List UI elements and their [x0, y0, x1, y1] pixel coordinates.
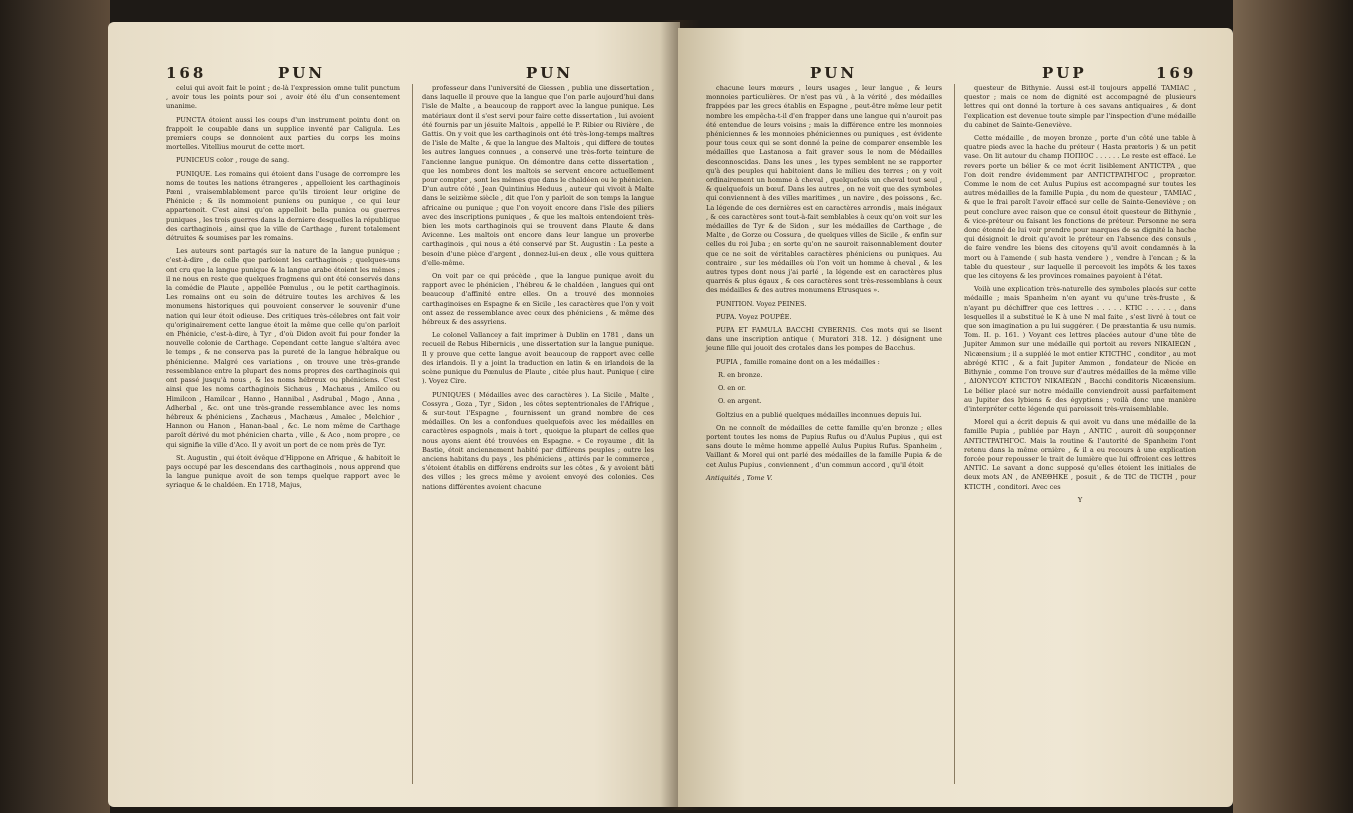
running-head-left-col2: PUN — [526, 64, 574, 82]
book-edge-right — [1233, 0, 1353, 813]
paragraph: St. Augustin , qui étoit évêque d'Hippone en Afrique , & habitoit le pays occupé par les descendans des carthaginois , nous apprend que la langue punique avoit de son temps quelque rapport avec le syriaque & le chaldéen. En 1718, Majus, — [166, 453, 400, 490]
page-number-left: 168 — [166, 64, 207, 82]
right-page-column-2 — [964, 84, 1196, 509]
entry-heading: PUNITION. Voyez PEINES. — [716, 299, 807, 308]
paragraph: Cette médaille , de moyen bronze , porte d'un côté une table à quatre pieds avec la hache du préteur ( Hasta prætoris ) & un petit vase. On lit autour du champ ΠΟΠΙΟC . . . . . . Le reste est effacé. Le revers porte un bélier & ce mot écrit lisiblement ANTICTPA , que l'on doit rendre évidemment par ANTICTPATHΓOC , proprætor. Comme le nom de cet Aulus Pupius est accompagné sur toutes les autres médailles de la famille Pupia , du nom de questeur , TAMIAC , & que le frai paroît l'avoir effacé sur celle de Sainte-Geneviève ; on peut conclure avec raison que ce consul étoit questeur de Bithynie , & vice-préteur ou faisant les fonctions de préteur. Personne ne sera donc étonné de lui voir prendre pour marques de sa dignité la hache qui désignoit le droit qu'avoit le préteur en l'absence des consuls , de faire vendre les biens des citoyens qu'il avoit condamnés à la mort ou à l'amende ( sub hasta vendere ) , vendre à l'encan ; & la table du questeur , sur laquelle il percevoit les impôts & les taxes que les citoyens & les provinces romaines payoient à l'état. — [964, 134, 1196, 281]
paragraph: chacune leurs mœurs , leurs usages , leur langue , & leurs monnoies particulières. Or n'est pas vû , à la vérité , des médailles frappées par les grecs établis en Espagne , peut-être même leur petit nombre les empêcha-t-il d'en frapper dans une langue qui n'auroit pas été entendue de leurs voisins ; mais la différence entre les monnoies phéniciennes & les monnoies phéniciennes ou puniques , est évidente pour tous ceux qui se sont donné la peine de comparer ensemble les médailles que Lastanosa a fait graver sous le nom de Médailles desconnoscidas. Dans les unes , les types semblent ne se rapporter qu'à des peuples qui habitoient dans le milieu des terres ; on y voit ordinairement un homme à cheval , quelquefois un cheval tout seul , & quelquefois un bœuf. Dans les autres , on ne voit que des symboles qui conviennent à des villes maritimes , un navire , des poissons , &c. La légende de ces dernières est en caractères arrondis , mais inégaux , & ces caractères sont tout-à-fait semblables à ceux qu'on voit sur les médailles de Tyr & de Sidon , sur les médailles de Carthage , de Malte , de Gorze ou Cossura , de quelques villes de Sicile , & enfin sur celles du roi Juba ; en sorte qu'on ne sauroit raisonnablement douter que ce ne soit de véritables caractères phéniciens ou puniques. Au contraire , sur les médailles où l'on voit un homme à cheval , & les autres types dont nous j'ai parlé , la légende est en caractères plus quarrés & plus égaux , & ces caractères sont très-ressemblans à ceux des médailles & des autres monumens Etrusques ». — [706, 84, 942, 295]
paragraph: PUNCTA étoient aussi les coups d'un instrument pointu dont on frappoit le coupable dans un supplice inventé par Caligula. Les premiers coups se donnoient aux parties du corps les moins mortelles. Vitellius mourut de cette mort. — [166, 115, 400, 152]
entry-heading: PUPA. Voyez POUPÉE. — [716, 312, 792, 321]
running-head-left-col1: PUN — [278, 64, 326, 82]
right-page — [678, 28, 1233, 807]
paragraph: PUNIQUE. Les romains qui étoient dans l'usage de corrompre les noms de toutes les nations étrangeres , appelloient les carthaginois Pæni , vraisemblablement parce qu'ils tiroient leur origine de Phénicie ; & ils nommoient puniens ou punique , ce qui leur appartenoit. C'est ainsi qu'on appelloit bella punica ou guerres puniques , les trois guerres dans la derniere desquelles la république des carthaginois , ainsi que la ville de Carthage , furent totalement détruites & soumises par les romains. — [166, 169, 400, 243]
paragraph: Voilà une explication très-naturelle des symboles placés sur cette médaille ; mais Spanheim n'en ayant vu qu'une très-fruste , & n'ayant pu déchiffrer que ces lettres . . . . . KTIC . . . . . , dans lesquelles il a substitué le K à une N mal faite , s'est livré à tout ce que son imagination a pu lui suggérer. ( De præstantia & usu numis. Tom. II. p. 161. ) Voyant ces lettres placées autour d'une tête de Jupiter Ammon sur une médaille qui portoit au revers NIKAIEΩN , Nicæensium ; il a suppléé le mot entier ΚΤΙCΤΗC , conditor , au mot abrégé KTIC , & a fait Jupiter Ammon , fondateur de Nicée en Bithynie , comme l'on trouve sur d'autres médailles de la même ville , ΔΙΟΝΥCΟΥ ΚΤΙCΤΟΥ ΝΙΚΑΙΕΩΝ , Bacchi conditoris Nicæensium. Le bélier placé sur notre médaille conviendroit aussi parfaitement au Jupiter des lybiens & des égyptiens ; voilà donc une manière d'interpréter cette légende qui paroissoit très-vraisemblable. — [964, 285, 1196, 413]
paragraph: On ne connoît de médailles de cette famille qu'en bronze ; elles portent toutes les noms de Pupius Rufus ou d'Aulus Pupius , qui est sans doute le même homme appellé Aulus Pupius Rufus. Spanheim , Vaillant & Morel qui ont parlé des médailles de la famille Pupia & de cet Aulus Pupius , conviennent , d'un commun accord , qu'il étoit — [706, 423, 942, 469]
column-divider — [412, 84, 413, 784]
signature-mark: Y — [1077, 495, 1083, 504]
page-footer: Antiquités , Tome V. — [706, 473, 773, 482]
paragraph: Les auteurs sont partagés sur la nature de la langue punique ; c'est-à-dire , de celle que parloient les carthaginois ; quelques-uns ont cru que la langue punique & la langue arabe étoient les mêmes ; il ne nous en reste que quelques fragmens qui ont été conservés dans la comédie de Plaute , appellée Pœnulus , ou le petit carthaginois. Les romains ont eu soin de détruire toutes les archives & les monumens historiques qui pouvoient conserver le souvenir d'une nation qui leur étoit odieuse. Des critiques très-célebres ont fait voir qu'originairement cette langue étoit la même que celle qu'on parloit en Phénicie, c'est-à-dire, à Tyr , d'où Didon avoit fui pour fonder la nouvelle colonie de Carthage. Cependant cette langue s'altéra avec le temps , & ne conserva pas la pureté de la langue hébraïque ou phénicienne. Malgré ces variations , on trouve une très-grande ressemblance entre la plupart des noms propres des carthaginois qui ont passé jusqu'à nous , & les noms hébreux ou phéniciens. C'est ainsi que les noms carthaginois Sichæus , Machæus , Amilco ou Himilcon , Hamilcar , Hanno , Hannibal , Asdrubal , Mago , Anna , Adherbal , &c. ont une très-grande ressemblance avec les noms hébreux & phéniciens , Zachæus , Machæus , Amalec , Melchior , Hannon ou Hanon , Hanan-baal , &c. Le nom même de Carthage paroît dérivé du mot phénicien charta , ville , & Aco , nom propre , ce qui signifie la ville d'Aco. Il y avoit un port de ce nom près de Tyr. — [166, 247, 400, 449]
paragraph: PUPIA , famille romaine dont on a les médailles : — [716, 357, 880, 366]
paragraph: PUPA ET FAMULA BACCHI CYBERNIS. Ces mots qui se lisent dans une inscription antique ( Muratori 318. 12. ) désignent une jeune fille qui jouoit des crotales dans les pompes de Bacchus. — [706, 326, 942, 353]
running-head-right-col2: PUP — [1042, 64, 1087, 82]
column-divider — [954, 84, 955, 784]
page-number-right: 169 — [1156, 64, 1197, 82]
paragraph: Le colonel Vallancey a fait imprimer à Dublin en 1781 , dans un recueil de Rebus Hibernicis , une dissertation sur la langue punique. Il y prouve que cette langue avoit beaucoup de rapport avec celle des irlandois. Il y a joint la traduction en latin & en irlandois de la scène punique du Pœnulus de Plaute , citée plus haut. Punique ( cire ). Voyez Cire. — [422, 331, 654, 386]
paragraph: PUNIQUES ( Médailles avec des caractères ). La Sicile , Malte , Cossyra , Goza , Tyr , Sidon , les côtes septentrionales de l'Afrique , & sur-tout l'Espagne , fournissent un grand nombre de ces médailles. On les a confondues quelquefois avec les médailles en caractères espagnols , mais à tort , quoique la plupart de celles que nous ayons aient été trouvées en Espagne. « Ce royaume , dit la Bastie, étoit anciennement habité par différens peuples ; outre les anciens habitans du pays , les phéniciens , attirés par le commerce , s'étoient établis en différens endroits sur les côtes , & y avoient bâti des villes ; les grecs même y avoient envoyé des colonies. Ces nations différentes avoient chacune — [422, 390, 654, 491]
paragraph: questeur de Bithynie. Aussi est-il toujours appellé TAMIAC , questor ; mais ce nom de dignité est accompagné de plusieurs lettres qui ont donné la torture à ces savans antiquaires , & dont l'explication est devenue toute simple par l'inspection d'une médaille du cabinet de Sainte-Geneviève. — [964, 84, 1196, 129]
paragraph: On voit par ce qui précède , que la langue punique avoit du rapport avec le phénicien , l'hébreu & le chaldéen , langues qui ont beaucoup d'affinité entre elles. On a trouvé des monnoies carthaginoises en Espagne & en Sicile , les caractères que l'on y voit ont assez de ressemblance avec ceux des phéniciens , & même des hébreux & des assyriens. — [422, 272, 654, 327]
book-edge-left — [0, 0, 110, 813]
list-item: O. en argent. — [718, 397, 762, 406]
list-item: R. en bronze. — [718, 370, 763, 379]
running-head-right-col1: PUN — [810, 64, 858, 82]
list-item: O. en or. — [718, 384, 746, 393]
paragraph: Goltzius en a publié quelques médailles inconnues depuis lui. — [716, 410, 922, 419]
left-page-column-2 — [422, 84, 654, 496]
right-page-column-1 — [706, 84, 942, 487]
left-page-column-1 — [166, 84, 400, 495]
paragraph: professeur dans l'université de Giessen , publia une dissertation , dans laquelle il prouve que la langue que l'on parle aujourd'hui dans l'isle de Malte , a beaucoup de rapport avec la langue punique. Les matériaux dont il s'est servi pour faire cette dissertation , lui avoient été fournis par un jésuite Maltois , appellé le P. Ribier ou Rivière , de Gattis. On y voit que les carthaginois ont été très-long-temps maîtres de l'isle de Malte , & que la langue des Maltois , qui differe de toutes les autres langues connues , a conservé une très-forte teinture de l'ancienne langue punique. On démontre dans cette dissertation , que les nombres dont les maltois se servent encore actuellement pour compter , sont les mêmes que dans le chaldéen ou le phénicien. D'un autre côté , Jean Quintinius Heduus , auteur qui vivoit à Malte dans le seizième siècle , dit que l'on y parloit de son temps la langue africaine ou punique ; que l'on voyoit encore dans l'isle des piliers avec des inscriptions puniques , & que les maltois entendoient très-bien les mots carthaginois qui se trouvent dans Plaute & dans Avicenne. Les maltois ont encore dans leur langue un proverbe carthaginois , qui nous a été conservé par St. Augustin : La peste a besoin d'une pièce d'argent , donnez-lui-en deux , elle vous quittera d'elle-même. — [422, 84, 654, 267]
left-page — [108, 22, 680, 807]
paragraph: Morel qui a écrit depuis & qui avoit vu dans une médaille de la famille Pupia , publiée par Hayn , ANTIC , auroit dû soupçonner ANTICTPATHΓOC. Mais la routine & l'autorité de Spanheim l'ont retenu dans la même ornière , & il a eu recours à une explication forcée pour repousser le trait de lumière que lui offroient ces lettres ANTIC. Le savant a donc supposé qu'elles étoient les initiales de deux mots AN , de ANEΘHKE , posuit , & de TIC de TICTH , pour KTICTH , conditori. Avec ces — [964, 418, 1196, 491]
paragraph: celui qui avoit fait le point ; de-là l'expression omne tulit punctum , avoir tous les points pour soi , avoir été élu d'un consentement unanime. — [166, 84, 400, 111]
entry-heading: PUNICEUS color , rouge de sang. — [176, 156, 290, 165]
